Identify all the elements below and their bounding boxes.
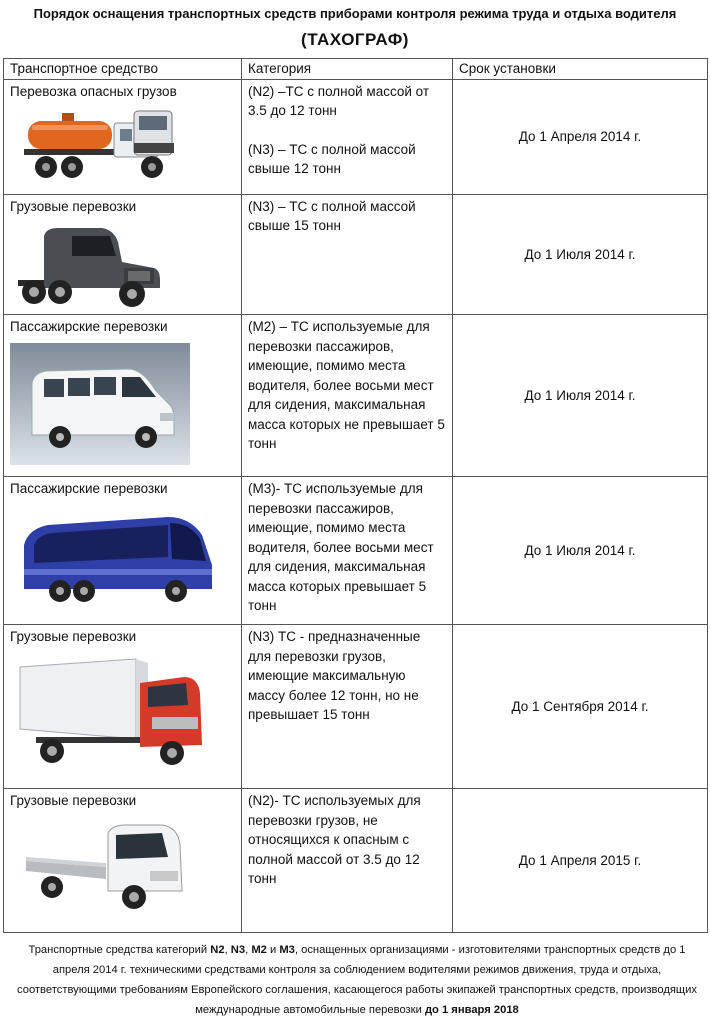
vehicle-cell (4, 194, 242, 315)
category-text: (N3) – ТС с полной массой свыше 12 тонн (248, 141, 416, 176)
vehicle-label: Грузовые перевозки (10, 629, 137, 644)
footnote-separator: , (245, 944, 252, 956)
header-category: Категория (242, 59, 453, 80)
category-cell (242, 194, 453, 315)
semi-tractor-image (14, 222, 164, 312)
category-text: (N3) ТС - предназначенные для перевозки грузов, имеющие максимальную массу более 12 тонн, но не превышает 15 тонн (248, 629, 421, 722)
table-row (4, 789, 708, 933)
table-row (4, 79, 708, 194)
tachograph-table (3, 58, 708, 933)
category-text: (M2) – ТС используемые для перевозки пассажиров, имеющие, помимо места водителя, более восьми мест для сидения, максимальная масса которых не превышает 5 тонн (248, 319, 445, 451)
footnote-text: Транспортные средства категорий (28, 944, 211, 956)
table-row (4, 194, 708, 315)
document-subtitle: (ТАХОГРАФ) (301, 30, 409, 49)
table-row (4, 315, 708, 477)
category-code: N2 (210, 944, 225, 956)
deadline-cell: До 1 Апреля 2014 г. (453, 79, 708, 194)
box-truck-image (16, 653, 206, 773)
footnote-separator: , (224, 944, 231, 956)
category-code: N3 (230, 944, 246, 956)
vehicle-label: Перевозка опасных грузов (10, 83, 177, 99)
category-code: M2 (251, 944, 267, 956)
category-text: (N3) – ТС с полной массой свыше 15 тонн (248, 198, 416, 233)
vehicle-label: Пассажирские перевозки (10, 481, 168, 496)
vehicle-cell (4, 625, 242, 789)
deadline-cell: До 1 Сентября 2014 г. (453, 625, 708, 789)
flatbed-truck-image (22, 817, 192, 917)
table-header-row (4, 59, 708, 80)
tanker-truck-image (22, 107, 182, 185)
footnote-deadline: до 1 января 2018 (424, 1004, 519, 1016)
vehicle-cell (4, 79, 242, 194)
vehicle-cell (4, 315, 242, 477)
deadline-cell: До 1 Июля 2014 г. (453, 315, 708, 477)
category-text: (N2)- ТС используемых для перевозки грузов, не относящихся к опасным с полной массой от 3.5 до 12 тонн (248, 793, 421, 886)
category-cell (242, 315, 453, 477)
document-title: Порядок оснащения транспортных средств приборами контроля режима труда и отдыха водителя (33, 6, 677, 21)
category-cell (242, 789, 453, 933)
vehicle-label: Грузовые перевозки (10, 793, 137, 808)
deadline-cell: До 1 Апреля 2015 г. (453, 789, 708, 933)
deadline-cell: До 1 Июля 2014 г. (453, 194, 708, 315)
vehicle-label: Грузовые перевозки (10, 198, 137, 214)
minibus-image (10, 343, 190, 465)
category-text: (M3)- ТС используемые для перевозки пассажиров, имеющие, помимо места водителя, более восьми мест для сидения, максимальная масса которых превышает 5 тонн (248, 481, 434, 613)
category-code: M3 (279, 944, 295, 956)
category-text: (N2) –ТС с полной массой от 3.5 до 12 тонн (248, 83, 430, 118)
header-deadline: Срок установки (453, 59, 708, 80)
footnote-separator: и (266, 944, 280, 956)
vehicle-cell (4, 789, 242, 933)
footnote-text: , оснащенных организациями - изготовителями транспортных средств до 1 апреля 2014 г. техническими средствами контроля за соблюдением водителями режимов движения, труда и отдыха, соответствующими требованиям Европейского соглашения, касающегося работы экипажей транспортных средств, производящих международные автомобильные перевозки (17, 944, 697, 1016)
header-vehicle: Транспортное средство (4, 59, 242, 80)
table-row (4, 477, 708, 625)
footnote (12, 940, 702, 1020)
category-cell (242, 625, 453, 789)
coach-bus-image (18, 505, 218, 605)
vehicle-cell (4, 477, 242, 625)
deadline-cell: До 1 Июля 2014 г. (453, 477, 708, 625)
vehicle-label: Пассажирские перевозки (10, 319, 168, 334)
table-row (4, 625, 708, 789)
category-cell (242, 477, 453, 625)
category-cell (242, 79, 453, 194)
